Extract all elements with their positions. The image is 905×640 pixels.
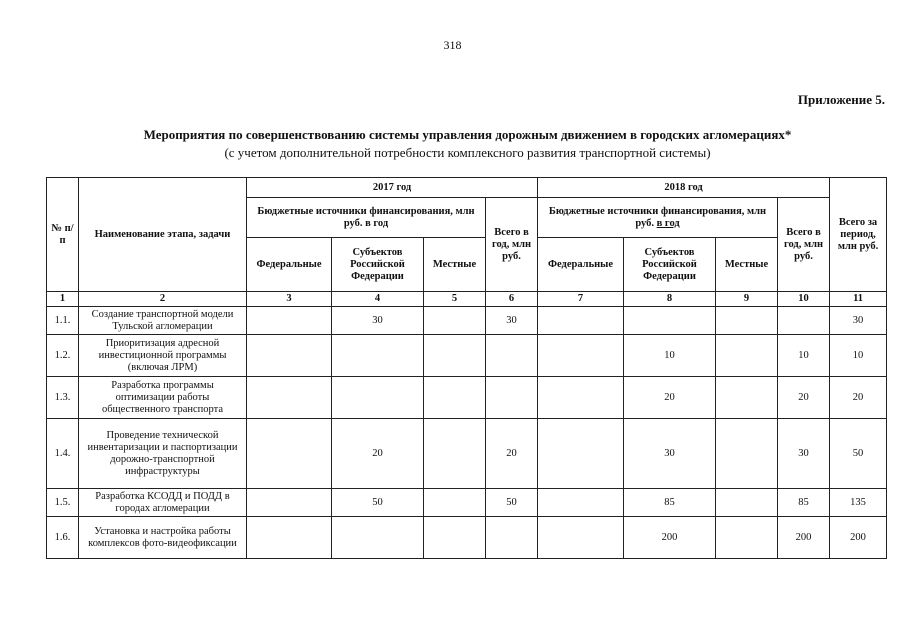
column-numbers-row xyxy=(47,292,887,307)
col-number: 1 xyxy=(47,292,79,307)
header-name: Наименование этапа, задачи xyxy=(79,178,247,292)
row-cell xyxy=(332,517,424,559)
col-number: 5 xyxy=(424,292,486,307)
row-num: 1.3. xyxy=(47,377,79,419)
row-cell xyxy=(247,335,332,377)
row-cell xyxy=(424,419,486,489)
row-cell: 50 xyxy=(332,489,424,517)
header-local-2017: Местные xyxy=(424,238,486,292)
header-total-period: Всего за период, млн руб. xyxy=(830,178,887,292)
row-cell: 30 xyxy=(830,307,887,335)
table-row xyxy=(47,517,887,559)
row-cell: 85 xyxy=(624,489,716,517)
row-cell xyxy=(247,419,332,489)
table-row xyxy=(47,377,887,419)
row-cell: 10 xyxy=(830,335,887,377)
row-name: Разработка КСОДД и ПОДД в городах агломерации xyxy=(79,489,247,517)
row-cell: 135 xyxy=(830,489,887,517)
row-cell: 30 xyxy=(778,419,830,489)
row-cell: 20 xyxy=(830,377,887,419)
row-cell xyxy=(486,377,538,419)
row-cell xyxy=(424,335,486,377)
col-number: 7 xyxy=(538,292,624,307)
page-number: 318 xyxy=(443,38,462,52)
row-num: 1.4. xyxy=(47,419,79,489)
row-cell xyxy=(624,307,716,335)
row-num: 1.5. xyxy=(47,489,79,517)
row-cell: 30 xyxy=(486,307,538,335)
row-name: Проведение технической инвентаризации и паспортизации дорожно-транспортной инфраструктуры xyxy=(79,419,247,489)
document-title: Мероприятия по совершенствованию системы управления дорожным движением в городских агломерациях* xyxy=(143,127,792,142)
row-name: Установка и настройка работы комплексов фото-видеофиксации xyxy=(79,517,247,559)
row-cell xyxy=(247,307,332,335)
row-num: 1.1. xyxy=(47,307,79,335)
table-row xyxy=(47,335,887,377)
row-cell xyxy=(332,335,424,377)
row-cell xyxy=(716,517,778,559)
col-number: 10 xyxy=(778,292,830,307)
row-name: Создание транспортной модели Тульской агломерации xyxy=(79,307,247,335)
row-cell: 10 xyxy=(624,335,716,377)
header-federal-2017: Федеральные xyxy=(247,238,332,292)
row-cell xyxy=(247,377,332,419)
row-cell: 10 xyxy=(778,335,830,377)
col-number: 11 xyxy=(830,292,887,307)
row-num: 1.2. xyxy=(47,335,79,377)
header-local-2018: Местные xyxy=(716,238,778,292)
measures-table xyxy=(46,177,887,559)
col-number: 2 xyxy=(79,292,247,307)
header-sources-2018 xyxy=(538,198,778,238)
header-sources-2018-underlined: в год xyxy=(656,217,680,229)
row-cell: 200 xyxy=(830,517,887,559)
header-year-2018: 2018 год xyxy=(538,178,830,198)
col-number: 8 xyxy=(624,292,716,307)
row-cell xyxy=(247,489,332,517)
row-cell xyxy=(538,335,624,377)
header-federal-2018: Федеральные xyxy=(538,238,624,292)
row-cell xyxy=(486,335,538,377)
table-row xyxy=(47,307,887,335)
row-cell xyxy=(538,517,624,559)
header-sources-2018-text: Бюджетные источники финансирования, млн руб. xyxy=(548,205,767,229)
row-cell xyxy=(424,377,486,419)
row-cell xyxy=(716,307,778,335)
row-cell xyxy=(247,517,332,559)
header-num: № п/п xyxy=(47,178,79,292)
row-cell: 200 xyxy=(778,517,830,559)
row-cell: 20 xyxy=(778,377,830,419)
row-cell: 50 xyxy=(830,419,887,489)
row-cell xyxy=(778,307,830,335)
row-cell: 50 xyxy=(486,489,538,517)
row-cell xyxy=(424,517,486,559)
table-row xyxy=(47,419,887,489)
col-number: 9 xyxy=(716,292,778,307)
header-subjects-2018: Субъектов Российской Федерации xyxy=(624,238,716,292)
header-total-year-2018: Всего в год, млн руб. xyxy=(778,198,830,292)
row-cell xyxy=(538,419,624,489)
row-cell xyxy=(332,377,424,419)
table-row xyxy=(47,489,887,517)
row-cell xyxy=(716,419,778,489)
row-cell: 20 xyxy=(624,377,716,419)
header-year-2017: 2017 год xyxy=(247,178,538,198)
header-total-year-2017: Всего в год, млн руб. xyxy=(486,198,538,292)
row-cell xyxy=(486,517,538,559)
row-cell xyxy=(538,307,624,335)
row-cell xyxy=(424,307,486,335)
col-number: 4 xyxy=(332,292,424,307)
row-cell xyxy=(538,377,624,419)
row-cell xyxy=(716,377,778,419)
row-cell: 85 xyxy=(778,489,830,517)
col-number: 6 xyxy=(486,292,538,307)
row-cell: 30 xyxy=(332,307,424,335)
row-cell: 200 xyxy=(624,517,716,559)
row-cell xyxy=(424,489,486,517)
row-cell xyxy=(716,335,778,377)
col-number: 3 xyxy=(247,292,332,307)
row-num: 1.6. xyxy=(47,517,79,559)
row-name: Приоритизация адресной инвестиционной программы (включая ЛРМ) xyxy=(79,335,247,377)
header-sources-2017: Бюджетные источники финансирования, млн руб. в год xyxy=(247,198,486,238)
row-name: Разработка программы оптимизации работы общественного транспорта xyxy=(79,377,247,419)
header-subjects-2017: Субъектов Российской Федерации xyxy=(332,238,424,292)
row-cell: 20 xyxy=(332,419,424,489)
row-cell: 20 xyxy=(486,419,538,489)
row-cell: 30 xyxy=(624,419,716,489)
appendix-label: Приложение 5. xyxy=(797,92,885,107)
row-cell xyxy=(538,489,624,517)
document-subtitle: (с учетом дополнительной потребности комплексного развития транспортной системы) xyxy=(224,145,711,160)
row-cell xyxy=(716,489,778,517)
